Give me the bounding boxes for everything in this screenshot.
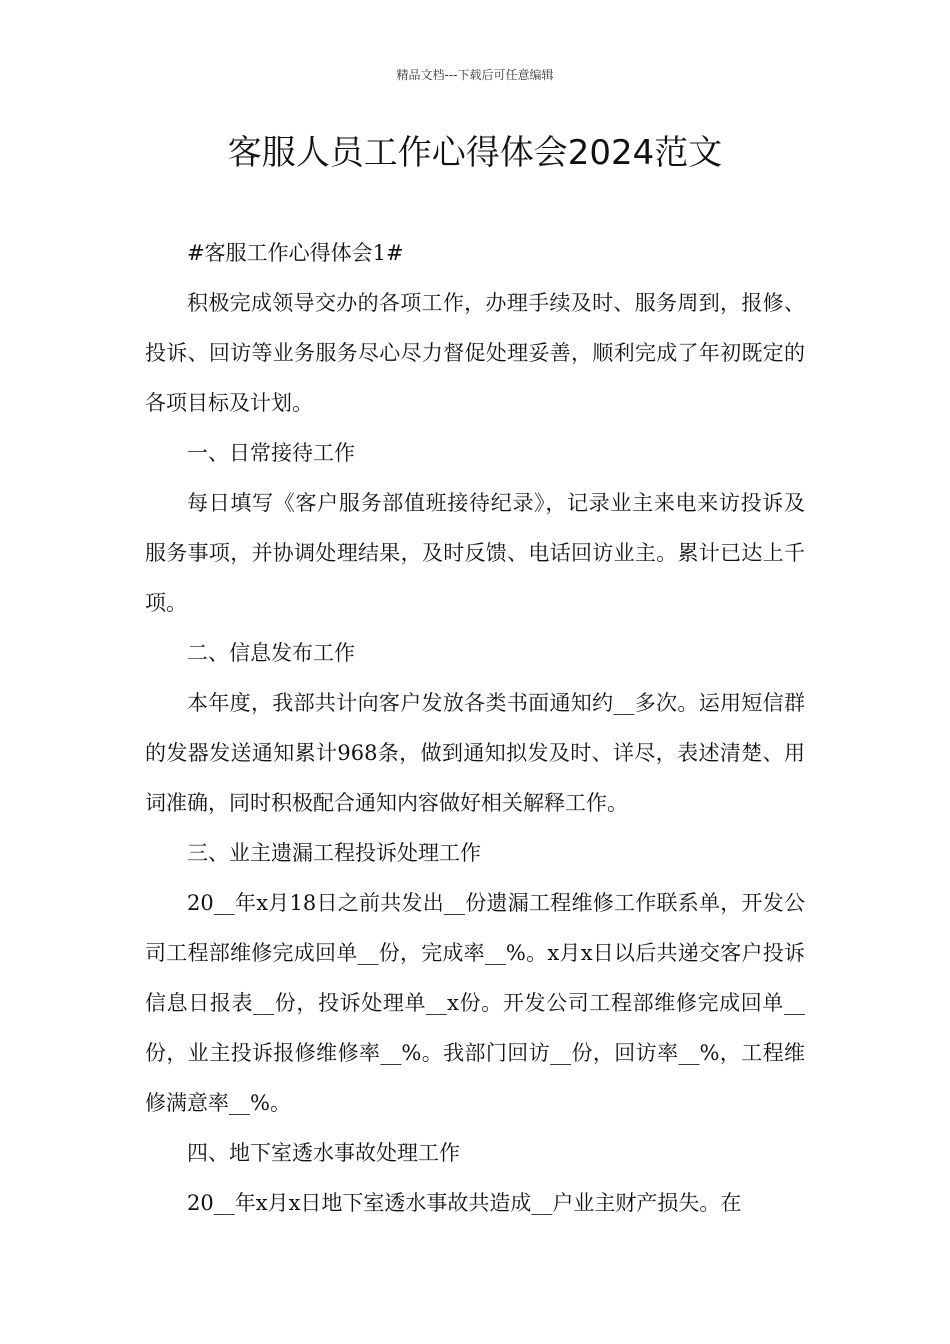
section-heading: 三、业主遗漏工程投诉处理工作	[187, 841, 481, 865]
paragraph: 20__年x月x日地下室透水事故共造成__户业主财产损失。在	[187, 1191, 742, 1215]
header-note: 精品文档---下载后可任意编辑	[396, 68, 554, 82]
paragraph: 每日填写《客户服务部值班接待纪录》，记录业主来电来访投诉及服务事项，并协调处理结果，及时反馈、电话回访业主。累计已达上千项。	[145, 491, 805, 615]
document-title: 客服人员工作心得体会2024范文	[227, 133, 723, 173]
paragraph: 本年度，我部共计向客户发放各类书面通知约__多次。运用短信群的发器发送通知累计968条，做到通知拟发及时、详尽，表述清楚、用词准确，同时积极配合通知内容做好相关解释工作。	[145, 691, 805, 815]
section-heading: 一、日常接待工作	[187, 441, 355, 465]
section-heading: #客服工作心得体会1#	[187, 241, 404, 265]
paragraph: 积极完成领导交办的各项工作，办理手续及时、服务周到，报修、投诉、回访等业务服务尽心尽力督促处理妥善，顺利完成了年初既定的各项目标及计划。	[145, 291, 805, 415]
document-body	[145, 228, 805, 1228]
section-heading: 四、地下室透水事故处理工作	[187, 1141, 460, 1165]
section-heading: 二、信息发布工作	[187, 641, 355, 665]
paragraph: 20__年x月18日之前共发出__份遗漏工程维修工作联系单，开发公司工程部维修完成回单__份，完成率__%。x月x日以后共递交客户投诉信息日报表__份，投诉处理单__x份。开发公司工程部维修完成回单__份，业主投诉报修维修率__%。我部门回访__份，回访率__%，工程维修满意率__%。	[145, 891, 805, 1115]
